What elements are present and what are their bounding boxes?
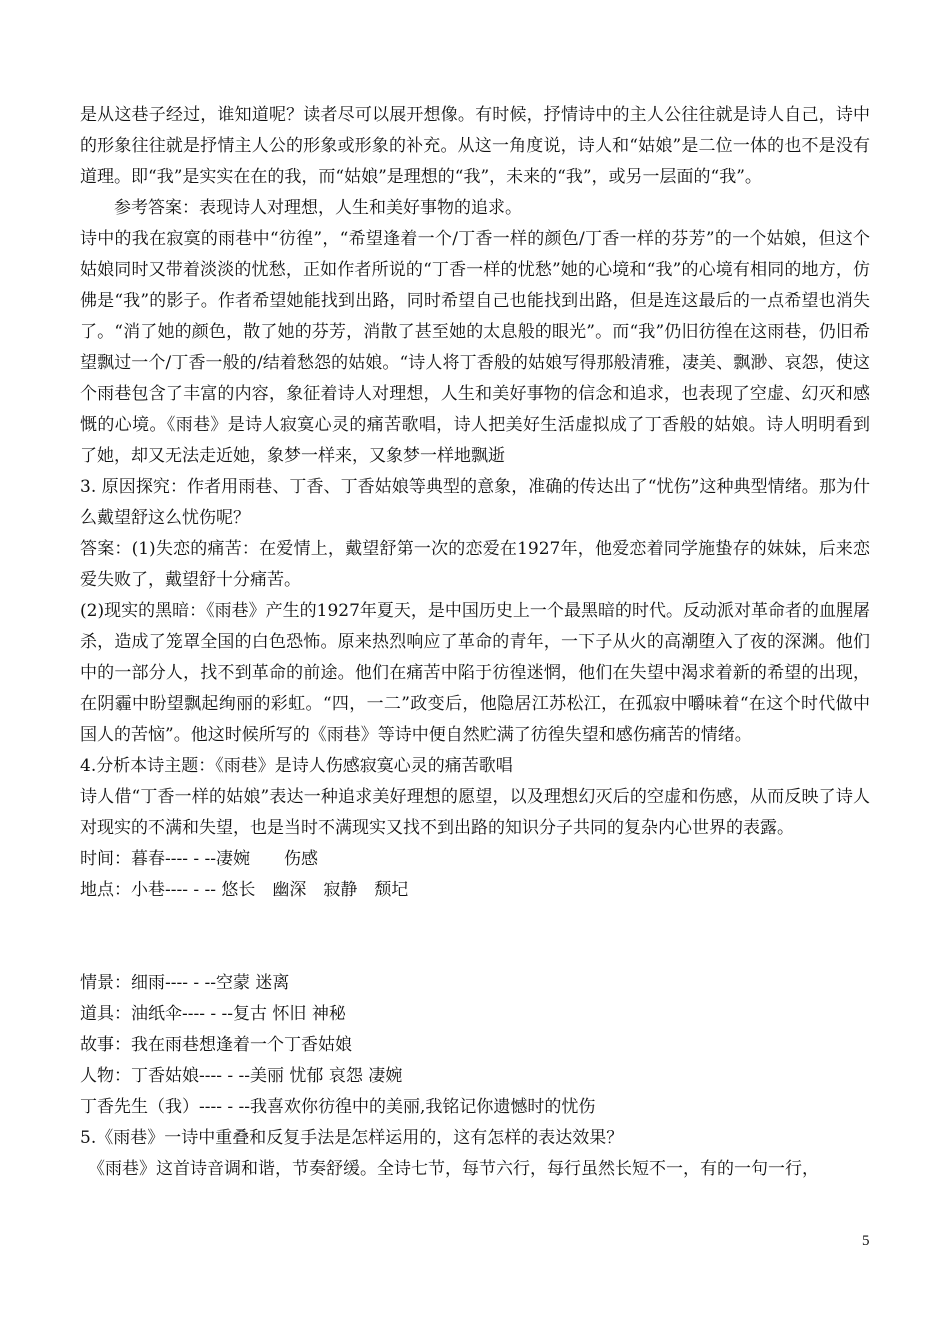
imagery-story: 故事：我在雨巷想逢着一个丁香姑娘 (80, 1035, 352, 1055)
body-text (80, 100, 870, 1185)
answer-3-part-2: (2)现实的黑暗：《雨巷》产生的1927年夏天，是中国历史上一个最黑暗的时代。反动派对革命者的血腥屠杀，造成了笼罩全国的白色恐怖。原来热烈响应了革命的青年，一下子从火的高潮堕入了夜的深渊。他们中的一部分人，找不到革命的前途。他们在痛苦中陷于彷徨迷惘，他们在失望中渴求着新的希望的出现，在阴霾中盼望飘起绚丽的彩虹。“四，一二”政变后，他隐居江苏松江，在孤寂中嚼味着“在这个时代做中国人的苦恼”。他这时候所写的《雨巷》等诗中便自然贮满了彷徨失望和感伤痛苦的情绪。 (80, 601, 870, 745)
paragraph-reference-answer: 参考答案：表现诗人对理想，人生和美好事物的追求。 (114, 198, 522, 218)
imagery-place: 地点：小巷---- - -- 悠长 幽深 寂静 颓圮 (80, 880, 409, 900)
answer-3-part-1: 答案：(1)失恋的痛苦：在爱情上，戴望舒第一次的恋爱在1927年，他爱恋着同学施蛰存的妹妹，后来恋爱失败了，戴望舒十分痛苦。 (80, 539, 870, 590)
question-5: 5.《雨巷》一诗中重叠和反复手法是怎样运用的，这有怎样的表达效果？ (80, 1128, 624, 1148)
imagery-time: 时间：暮春---- - --凄婉 伤感 (80, 849, 319, 869)
paragraph-analysis: 诗中的我在寂寞的雨巷中“彷徨”，“希望逢着一个/丁香一样的颜色/丁香一样的芬芳”的一个姑娘，但这个姑娘同时又带着淡淡的忧愁，正如作者所说的“丁香一样的忧愁”她的心境和“我”的心境有相同的地方，仿佛是“我”的影子。作者希望她能找到出路，同时希望自己也能找到出路，但是连这最后的一点希望也消失了。“消了她的颜色，散了她的芬芳，消散了甚至她的太息般的眼光”。而“我”仍旧彷徨在这雨巷，仍旧希望飘过一个/丁香一般的/结着愁怨的姑娘。“诗人将丁香般的姑娘写得那般清雅，凄美、飘渺、哀怨，使这个雨巷包含了丰富的内容，象征着诗人对理想，人生和美好事物的信念和追求，也表现了空虚、幻灭和感慨的心境。《雨巷》是诗人寂寞心灵的痛苦歌唱，诗人把美好生活虚拟成了丁香般的姑娘。诗人明明看到了她，却又无法走近她，象梦一样来，又象梦一样地飘逝 (80, 229, 870, 466)
imagery-prop: 道具：油纸伞---- - --复古 怀旧 神秘 (80, 1004, 346, 1024)
blank-space (80, 906, 870, 968)
answer-4: 诗人借“丁香一样的姑娘”表达一种追求美好理想的愿望，以及理想幻灭后的空虚和伤感，从而反映了诗人对现实的不满和失望，也是当时不满现实又找不到出路的知识分子共同的复杂内心世界的表露。 (80, 787, 870, 838)
imagery-narrator: 丁香先生（我）---- - --我喜欢你彷徨中的美丽,我铭记你遗憾时的忧伤 (80, 1097, 596, 1117)
imagery-scene: 情景：细雨---- - --空蒙 迷离 (80, 973, 290, 993)
page-number: 5 (862, 1233, 870, 1249)
question-4: 4.分析本诗主题：《雨巷》是诗人伤感寂寞心灵的痛苦歌唱 (80, 756, 513, 776)
imagery-character: 人物：丁香姑娘---- - --美丽 忧郁 哀怨 凄婉 (80, 1066, 403, 1086)
question-3: 3. 原因探究：作者用雨巷、丁香、丁香姑娘等典型的意象，准确的传达出了“忧伤”这种典型情绪。那为什么戴望舒这么忧伤呢？ (80, 477, 870, 528)
answer-5-start: 《雨巷》这首诗音调和谐，节奏舒缓。全诗七节，每节六行，每行虽然长短不一，有的一句一行， (88, 1159, 819, 1179)
paragraph-intro: 是从这巷子经过，谁知道呢？读者尽可以展开想像。有时候，抒情诗中的主人公往往就是诗人自己，诗中的形象往往就是抒情主人公的形象或形象的补充。从这一角度说，诗人和“姑娘”是二位一体的也不是没有道理。即“我”是实实在在的我，而“姑娘”是理想的“我”，未来的“我”，或另一层面的“我”。 (80, 105, 870, 187)
